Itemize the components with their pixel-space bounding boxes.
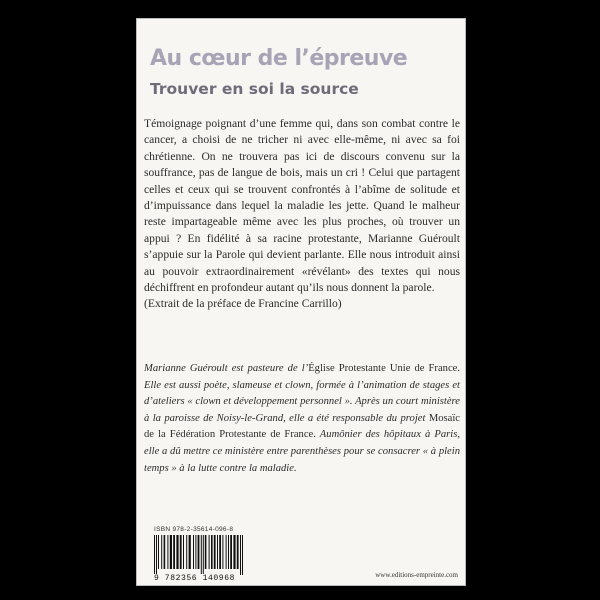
book-title: Au cœur de l’épreuve [150,46,408,71]
barcode-bar [240,535,241,575]
bio-part-4: Mosaïc de la Fédération Protestante de France. [144,412,460,441]
isbn-label: ISBN 978-2-35614-096-8 [154,526,234,533]
barcode-bar [164,535,166,569]
publisher-website: www.editions-empreinte.com [375,571,458,579]
barcode-bar [205,535,207,569]
barcode-bar [222,535,223,569]
bio-part-1: Marianne Guéroult est pasteure de l’ [144,363,309,374]
barcode-bar [158,535,159,569]
barcode-bar [180,535,182,569]
barcode-bar [237,535,239,569]
barcode-bar [242,535,243,575]
bio-part-3: Elle est aussi poète, slameuse et clown, formée à l’animation de stages et d’ateliers « clown et développement personnel ». Après un court ministère à la paroisse de Noisy-le-Grand, elle a été responsable du projet [144,379,460,424]
barcode-bar [186,535,187,569]
blurb-text: Témoignage poignant d’une femme qui, dans son combat contre le cancer, a choisi de ne tricher ni avec elle-même, ni avec sa foi chrétienne. On ne trouvera pas ici de discours convenu sur la souffrance, pas de langue de bois, mais un cri ! Celui que partagent celles et ceux qui se trouvent confrontés à l’abîme de solitude et d’impuissance dans lequel la maladie les jette. Quand le malheur reste impartageable même avec les plus proches, où trouver un appui ? En fidélité à sa racine protestante, Marianne Guéroult s’appuie sur la Parole qui devient parlante. Elle nous introduit ainsi au pouvoir extraordinairement «révélant» des textes qui nous déchiffrent en profondeur autant qu’ils nous donnent la parole. [144,117,460,295]
barcode-bar [161,535,162,569]
barcode-bar [230,535,232,569]
blurb-source: (Extrait de la préface de Francine Carrillo) [144,297,342,311]
barcode-bar [198,535,200,569]
blurb-paragraph [144,116,460,313]
barcode-graphic [150,535,258,575]
barcode-bar [176,535,178,569]
barcode-bar [167,535,168,569]
bio-part-5: Aumônier des hôpitaux à Paris, elle a dû mettre ce ministère entre parenthèses pour se consacrer « à plein temps » à la lutte contre la maladie. [144,429,460,474]
barcode-bar [183,535,184,569]
barcode-bar [154,535,155,575]
book-subtitle: Trouver en soi la source [150,80,359,98]
barcode-bar [214,535,216,569]
barcode-bar [173,535,175,569]
book-back-cover [136,18,466,586]
barcode-bar [228,535,229,569]
barcode-bar [189,535,191,569]
barcode-digits: 9 782356 140968 [154,574,236,583]
barcode-bar [209,535,210,569]
barcode-bar [193,535,194,569]
barcode-bar [233,535,235,569]
barcode-bar [203,535,204,575]
barcode-bar [170,535,172,569]
barcode-bar [156,535,157,575]
bio-part-2: Église Protestante Unie de France. [308,363,460,374]
barcode-bar [201,535,202,575]
barcode-bar [217,535,218,569]
barcode-bar [195,535,196,569]
barcode-bar [211,535,213,569]
author-bio [144,361,460,477]
barcode-bar [219,535,221,569]
barcode-bar [226,535,227,569]
